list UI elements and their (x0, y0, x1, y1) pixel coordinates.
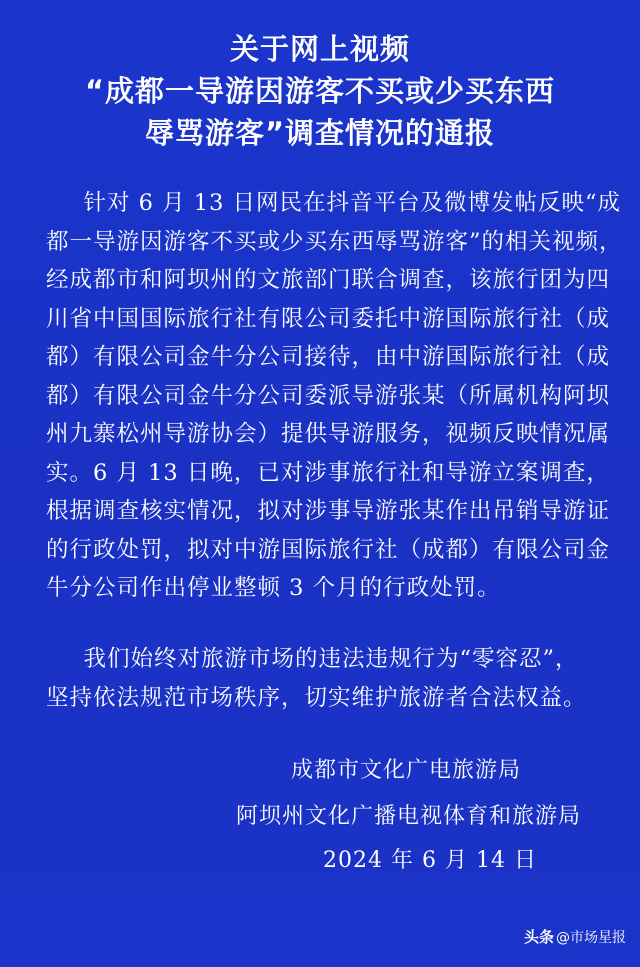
paragraph-line: 都）有限公司金牛分公司委派导游张某（所属机构阿坝 (46, 382, 611, 409)
paragraph-commitment (46, 640, 620, 717)
paragraph-line: 都一导游因游客不买或少买东西辱骂游客”的相关视频， (46, 228, 623, 255)
paragraph-line: 坚持依法规范市场秩序，切实维护旅游者合法权益。 (46, 684, 587, 711)
issue-date: 2024 年 6 月 14 日 (323, 848, 537, 873)
title-line-2: “成都一导游因游客不买或少买东西 (84, 74, 556, 108)
paragraph-line: 根据调查核实情况，拟对涉事导游张某作出吊销导游证 (46, 498, 611, 524)
issuer-aba: 阿坝州文化广播电视体育和旅游局 (236, 804, 582, 829)
watermark-platform: 头条 (523, 928, 554, 946)
paragraph-line: 牛分公司作出停业整顿 3 个月的行政处罚。 (46, 575, 501, 601)
notice-title (0, 28, 640, 154)
paragraph-investigation (46, 184, 623, 608)
paragraph-line: 都）有限公司金牛分公司接待，由中游国际旅行社（成 (46, 344, 611, 370)
paragraph-line: 的行政处罚，拟对中游国际旅行社（成都）有限公司金 (46, 536, 611, 563)
paragraph-line: 针对 6 月 13 日网民在抖音平台及微博发帖反映“成 (60, 190, 622, 216)
watermark-handle: @市场星报 (556, 929, 626, 946)
title-line-1: 关于网上视频 (229, 32, 410, 66)
paragraph-line: 州九寨松州导游协会）提供导游服务，视频反映情况属 (46, 421, 611, 447)
title-line-3: 辱骂游客”调查情况的通报 (144, 116, 496, 150)
source-watermark (524, 926, 626, 947)
paragraph-line: 经成都市和阿坝州的文旅部门联合调查，该旅行团为四 (46, 267, 611, 293)
paragraph-line: 我们始终对旅游市场的违法违规行为“零容忍”， (60, 646, 579, 672)
issuer-chengdu: 成都市文化广电旅游局 (291, 758, 522, 783)
paragraph-line: 川省中国国际旅行社有限公司委托中游国际旅行社（成 (46, 305, 611, 332)
paragraph-line: 实。6 月 13 日晚，已对涉事旅行社和导游立案调查， (46, 459, 610, 486)
